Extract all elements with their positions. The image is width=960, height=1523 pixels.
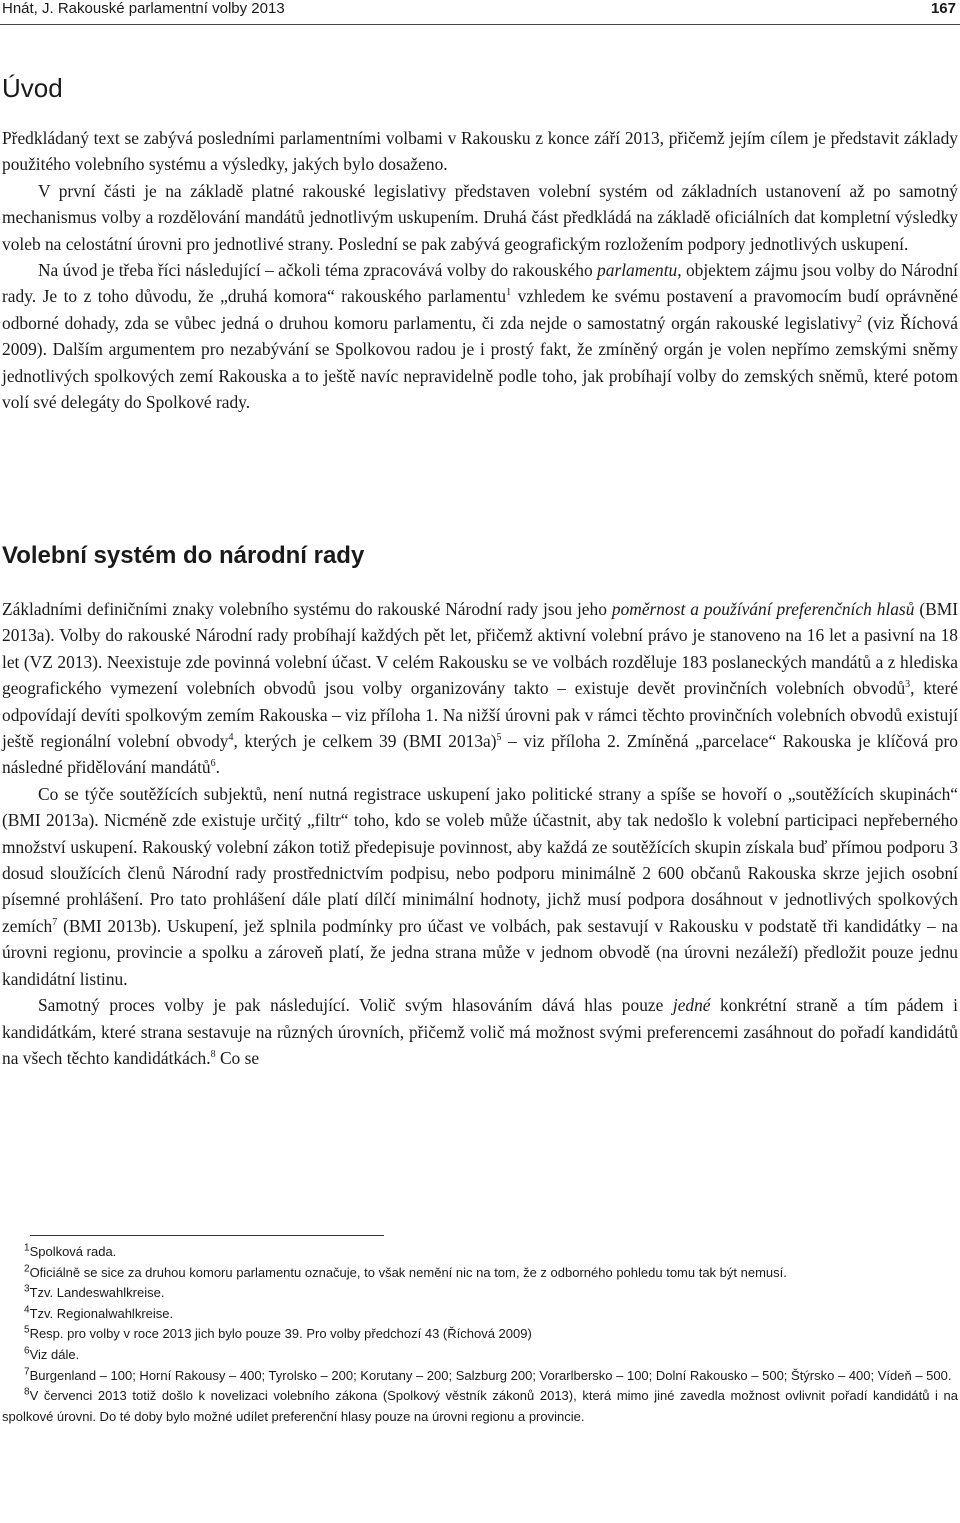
footnote-text: Burgenland – 100; Horní Rakousy – 400; Tyrolsko – 200; Korutany – 200; Salzburg 200; Vorarlbersko – 100; Dolní Rakousko – 500; Štýrsko – 400; Vídeň – 500. bbox=[29, 1367, 952, 1383]
emphasis: parlamentu bbox=[597, 260, 678, 281]
footnote-ref: 1 bbox=[506, 287, 512, 299]
text-run: Co se týče soutěžících subjektů, není nutná registrace uskupení jako politické strany a spíše se hovoří o „soutěžících skupinách“ (BMI 2013a). Nicméně zde existuje určitý „filtr“ toho, kdo se voleb může účastnit, aby tak nedošlo k volební participaci nepřeberného množství uskupení. Rakouský volební zákon totiž předepisuje povinnost, aby každá ze soutěžících skupin získala buď přímou podporu 3 dosud sloužících členů Národní rady prostřednictvím podpisu, nebo podporu minimálně 2 600 občanů Rakouska skrze jejich osobní písemné prohlášení. Pro tato prohlášení dále platí dílčí minimální hodnoty, jichž musí podpora dosáhnout v jednotlivých spolkových zemích bbox=[2, 783, 958, 936]
page-number: 167 bbox=[930, 0, 956, 17]
text-run: Základními definičními znaky volebního systému do rakouské Národní rady jsou jeho bbox=[2, 599, 612, 619]
footnote bbox=[2, 1242, 958, 1263]
text-run: Samotný proces volby je pak následující. Volič svým hlasováním dává hlas pouze bbox=[38, 995, 673, 1016]
footnote bbox=[2, 1283, 958, 1304]
text-run: konkrétní straně a tím pádem i kandidátkám, které strana sestavuje na různých úrovních, přičemž volič má možnost svými preferencemi zasáhnout do pořadí kandidátů na všech těchto kandidátkách. bbox=[2, 995, 958, 1068]
text-run: Co se bbox=[215, 1047, 260, 1068]
section-heading: Volební systém do národní rady bbox=[2, 542, 365, 569]
emphasis: poměrnost a používání preferenčních hlasů bbox=[611, 599, 915, 619]
footnote-ref: 6 bbox=[210, 758, 216, 770]
footnote-number: 7 bbox=[24, 1366, 30, 1378]
footnote-text: Viz dále. bbox=[29, 1346, 80, 1362]
text-run: – viz příloha 2. Zmíněná „parcelace“ Rakouska je klíčová pro následné přidělování mandátů bbox=[2, 731, 958, 778]
footnote-number: 2 bbox=[24, 1263, 30, 1275]
text-run: , kterých je celkem 39 (BMI 2013a) bbox=[233, 731, 497, 752]
footnote bbox=[2, 1324, 958, 1345]
footnote-ref: 5 bbox=[496, 732, 502, 744]
footnote-ref: 3 bbox=[905, 679, 911, 691]
footnote-text: Oficiálně se sice za druhou komoru parlamentu označuje, to však nemění nic na tom, že z odborného pohledu tomu tak být nemusí. bbox=[29, 1264, 787, 1280]
text-run: Na úvod je třeba říci následující – ačkoli téma zpracovává volby do rakouského bbox=[38, 260, 598, 281]
footnote bbox=[2, 1263, 958, 1284]
footnote-text: Spolková rada. bbox=[29, 1244, 117, 1259]
footnote bbox=[2, 1345, 958, 1366]
footnote bbox=[2, 1386, 958, 1427]
text-run: , objektem zájmu jsou volby do Národní rady. Je to z toho důvodu, že „druhá komora“ rakouského parlamentu bbox=[2, 260, 959, 307]
footnote-number: 1 bbox=[24, 1242, 30, 1254]
intro-text bbox=[2, 125, 958, 415]
footnote-ref: 8 bbox=[210, 1049, 216, 1061]
footnote-number: 8 bbox=[24, 1386, 30, 1398]
section-paragraph-1 bbox=[2, 596, 958, 781]
text-run: , které odpovídají devíti spolkovým zemím Rakouska – viz příloha 1. Na nižší úrovni pak v rámci těchto provinčních volebních obvodů existují ještě regionální volební obvody bbox=[2, 678, 958, 752]
emphasis: jedné bbox=[672, 995, 711, 1016]
section-paragraph-3 bbox=[2, 992, 958, 1071]
footnote-text: V červenci 2013 totiž došlo k novelizaci volebního zákona (Spolkový věstník zákonů 2013), která mimo jiné zavedla možnost ovlivnit pořadí kandidátů i na spolkové úrovni. Do té doby bylo možné udílet preferenční hlasy pouze na úrovni regionu a provincie. bbox=[2, 1388, 958, 1424]
text-run: . bbox=[215, 757, 220, 778]
footnote-rule bbox=[30, 1235, 384, 1236]
running-header bbox=[0, 0, 960, 18]
footnote-ref: 7 bbox=[52, 917, 58, 929]
footnote-number: 5 bbox=[24, 1325, 30, 1337]
footnote-number: 3 bbox=[24, 1283, 30, 1295]
footnote-text: Tzv. Landeswahlkreise. bbox=[29, 1285, 165, 1301]
intro-heading: Úvod bbox=[2, 73, 63, 103]
text-run: (viz Říchová 2009). Dalším argumentem pro nezabývání se Spolkovou radou je i prostý fakt, že zmíněný orgán je volen nepřímo zemskými sněmy jednotlivých spolkových zemí Rakouska a to ještě navíc nepravidelně podle toho, jak probíhají volby do zemských sněmů, které potom volí své delegáty do Spolkové rady. bbox=[2, 312, 959, 413]
section-text bbox=[2, 596, 958, 1071]
section-paragraph-2 bbox=[2, 781, 958, 992]
footnote-ref: 4 bbox=[228, 732, 234, 744]
footnote-number: 6 bbox=[24, 1345, 30, 1357]
footnote bbox=[2, 1304, 958, 1325]
intro-paragraph-1: Předkládaný text se zabývá posledními parlamentními volbami v Rakousku z konce září 2013, přičemž jejím cílem je představit základy použitého volebního systému a výsledky, jakých bylo dosaženo. bbox=[2, 128, 958, 175]
footnote-text: Tzv. Regionalwahlkreise. bbox=[29, 1305, 174, 1321]
footnote bbox=[2, 1366, 958, 1387]
header-rule bbox=[0, 24, 960, 25]
intro-paragraph-3 bbox=[2, 257, 958, 415]
footnotes bbox=[2, 1242, 958, 1427]
footnote-ref: 2 bbox=[856, 314, 862, 326]
text-run: (BMI 2013a). Volby do rakouské Národní rady probíhají každých pět let, přičemž aktivní volební právo je stanoveno na 16 let a pasivní na 18 let (VZ 2013). Neexistuje zde povinná volební účast. V celém Rakousku se ve volbách rozděluje 183 poslaneckých mandátů a z hlediska geografického vymezení volebních obvodů jsou volby organizovány takto – existuje devět provinčních volebních obvodů bbox=[2, 599, 959, 699]
running-title: Hnát, J. Rakouské parlamentní volby 2013 bbox=[2, 0, 285, 17]
footnote-number: 4 bbox=[24, 1304, 30, 1316]
text-run: (BMI 2013b). Uskupení, jež splnila podmínky pro účast ve volbách, pak sestavují v Rakousku v podstatě tři kandidátky – na úrovni regionu, provincie a spolku a zároveň platí, že jedna strana může v jednom obvodě (na úrovni nezáleží) předložit pouze jednu kandidátní listinu. bbox=[2, 915, 958, 989]
footnote-text: Resp. pro volby v roce 2013 jich bylo pouze 39. Pro volby předchozí 43 (Říchová 2009) bbox=[29, 1326, 532, 1342]
intro-paragraph-2: V první části je na základě platné rakouské legislativy představen volební systém od základních ustanovení až po samotný mechanismus volby a rozdělování mandátů jednotlivým uskupením. Druhá část předkládá na základě oficiálních dat kompletní výsledky voleb na celostátní úrovni pro jednotlivé strany. Poslední se pak zabývá geografickým rozložením podpory jednotlivých uskupení. bbox=[2, 180, 958, 254]
text-run: vzhledem ke svému postavení a pravomocím budí oprávněné odborné dohady, zda se vůbec jedná o druhou komoru parlamentu, či zda nejde o samostatný orgán rakouské legislativy bbox=[2, 286, 958, 333]
